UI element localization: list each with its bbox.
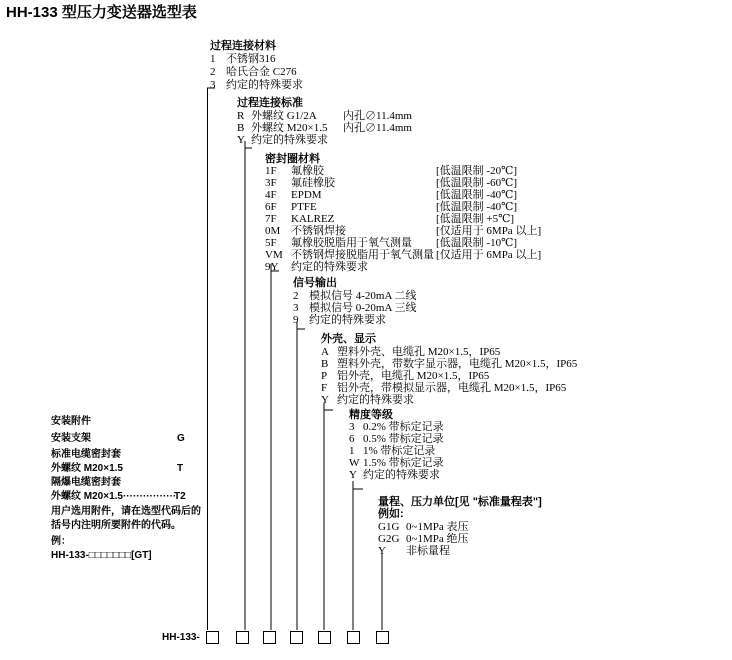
option-text: 约定的特殊要求: [309, 314, 386, 326]
accessory-code: T2: [174, 491, 186, 502]
accessories-heading: 安装附件: [51, 416, 91, 427]
option-code: 3: [210, 79, 216, 91]
option-text: 哈氏合金 C276: [226, 66, 297, 78]
option-text: 1% 带标定记录: [363, 445, 436, 457]
option-code: 1F: [265, 165, 277, 177]
code-box-seal-material: [263, 631, 276, 644]
option-text: EPDM: [291, 189, 322, 201]
group-heading: 过程连接材料: [210, 40, 276, 52]
accessory-line: 外螺纹 M20×1.5: [51, 463, 123, 474]
option-code: A: [321, 346, 329, 358]
accessory-note: 括号内注明所要附件的代码。: [51, 520, 181, 531]
option-code: 2: [210, 66, 216, 78]
model-prefix: HH-133-: [162, 632, 200, 643]
option-text: 铝外壳，电缆孔 M20×1.5，IP65: [337, 370, 490, 382]
code-box-signal-output: [290, 631, 303, 644]
option-code: W: [349, 457, 360, 469]
code-box-housing-display: [318, 631, 331, 644]
group-heading: 量程、压力单位[见 "标准量程表"]: [378, 496, 542, 508]
group-heading: 信号输出: [293, 277, 337, 289]
option-text: 约定的特殊要求: [363, 469, 440, 481]
option-text: 0~1MPa 绝压: [406, 533, 469, 545]
option-code: G2G: [378, 533, 400, 545]
option-code: Y: [349, 469, 357, 481]
option-note: [低温限制 -40℃]: [436, 201, 518, 213]
option-code: R: [237, 110, 245, 122]
option-note: 内孔∅11.4mm: [343, 110, 412, 122]
code-box-accuracy: [347, 631, 360, 644]
option-code: P: [321, 370, 328, 382]
option-text: 外螺纹 M20×1.5: [251, 122, 328, 134]
code-box-range: [376, 631, 389, 644]
page-title: HH-133 型压力变送器选型表: [6, 4, 197, 21]
group-heading: 外壳、显示: [321, 333, 376, 345]
option-code: 9: [293, 314, 299, 326]
option-text: 外螺纹 G1/2A: [251, 110, 317, 122]
accessory-line: 标准电缆密封套: [51, 449, 121, 460]
option-code: 4F: [265, 189, 277, 201]
option-text: 约定的特殊要求: [337, 394, 414, 406]
option-code: B: [321, 358, 329, 370]
option-note: [低温限制 -20℃]: [436, 165, 518, 177]
option-code: 3F: [265, 177, 277, 189]
accessory-line: 安装支架: [51, 433, 91, 444]
option-text: 氟橡胶脱脂用于氧气测量: [291, 237, 412, 249]
option-text: 0.5% 带标定记录: [363, 433, 444, 445]
option-text: 不锈钢焊接脱脂用于氧气测量: [291, 249, 434, 261]
accessory-note: 用户选用附件，请在选型代码后的: [51, 506, 201, 517]
option-code: Y: [378, 545, 386, 557]
option-note: [低温限制 -10℃]: [436, 237, 518, 249]
option-code: 6F: [265, 201, 277, 213]
group-heading: 精度等级: [349, 409, 393, 421]
option-text: 约定的特殊要求: [251, 134, 328, 146]
option-text: 非标量程: [406, 545, 450, 557]
option-code: Y: [321, 394, 329, 406]
option-note: [低温限制 -60℃]: [436, 177, 518, 189]
option-text: 模拟信号 0-20mA 三线: [309, 302, 417, 314]
option-code: 9Y: [265, 261, 279, 273]
option-code: VM: [265, 249, 283, 261]
option-note: [仅适用于 6MPa 以上]: [436, 225, 542, 237]
option-code: 3: [293, 302, 299, 314]
option-text: 不锈钢316: [226, 53, 276, 65]
option-text: 塑料外壳、电缆孔 M20×1.5，IP65: [337, 346, 501, 358]
option-text: 氟橡胶: [291, 165, 324, 177]
option-code: B: [237, 122, 245, 134]
option-note: [仅适用于 6MPa 以上]: [436, 249, 542, 261]
option-text: 约定的特殊要求: [226, 79, 303, 91]
option-text: 不锈钢焊接: [291, 225, 346, 237]
option-text: 氟硅橡胶: [291, 177, 335, 189]
option-code: 1: [349, 445, 355, 457]
accessory-code: T: [177, 463, 184, 474]
option-text: 1.5% 带标定记录: [363, 457, 444, 469]
group-heading: 过程连接标准: [237, 97, 303, 109]
option-note: 内孔∅11.4mm: [343, 122, 412, 134]
option-text: 0.2% 带标定记录: [363, 421, 444, 433]
option-code: 3: [349, 421, 355, 433]
accessory-example-label: 例：: [51, 536, 71, 547]
option-code: 6: [349, 433, 355, 445]
accessory-code: G: [177, 433, 185, 444]
option-code: 2: [293, 290, 299, 302]
option-text: 0~1MPa 表压: [406, 521, 469, 533]
option-code: Y: [237, 134, 245, 146]
option-text: KALREZ: [291, 213, 335, 225]
option-code: 5F: [265, 237, 277, 249]
accessory-line: 隔爆电缆密封套: [51, 477, 121, 488]
option-code: F: [321, 382, 328, 394]
option-text: 模拟信号 4-20mA 二线: [309, 290, 417, 302]
code-box-connection-material: [206, 631, 219, 644]
accessory-line: 外螺纹 M20×1.5················: [51, 491, 177, 502]
option-code: 1: [210, 53, 216, 65]
option-text: 铝外壳，带模拟显示器，电缆孔 M20×1.5，IP65: [337, 382, 567, 394]
option-note: [低温限制 +5℃]: [436, 213, 515, 225]
code-box-connection-standard: [236, 631, 249, 644]
group-subheading: 例如:: [378, 508, 404, 520]
group-heading: 密封圈材料: [265, 153, 320, 165]
option-code: 0M: [265, 225, 281, 237]
option-text: PTFE: [291, 201, 317, 213]
accessory-example-code: HH-133-□□□□□□□[GT]: [51, 550, 152, 561]
option-text: 塑料外壳，带数字显示器，电缆孔 M20×1.5，IP65: [337, 358, 578, 370]
option-code: 7F: [265, 213, 277, 225]
option-code: G1G: [378, 521, 400, 533]
option-note: [低温限制 -40℃]: [436, 189, 518, 201]
option-text: 约定的特殊要求: [291, 261, 368, 273]
